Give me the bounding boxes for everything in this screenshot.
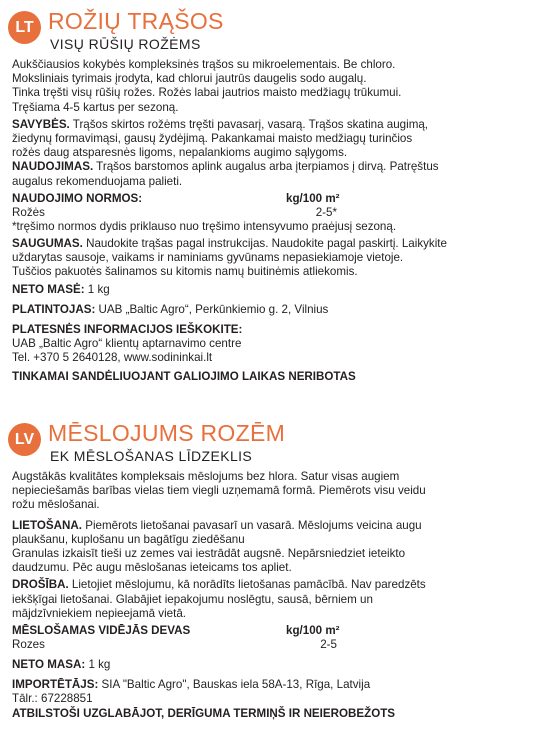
- lt-safety: [12, 237, 525, 280]
- lt-usage-text: augalus rekomenduojama palieti.: [12, 174, 183, 188]
- lt-intro: [12, 58, 525, 115]
- lv-norms-header: [12, 624, 525, 638]
- lt-norms: [12, 192, 525, 234]
- lv-intro-line: Augstākās kvalitātes kompleksais mēslojums bez hlora. Satur visas augiem: [12, 470, 400, 483]
- lv-net-mass-label: NETO MASA:: [12, 658, 86, 672]
- lt-safety-label: SAUGUMAS.: [12, 237, 83, 251]
- lt-info-text: UAB „Baltic Agro“ klientų aptarnavimo centre: [12, 337, 242, 351]
- lv-importer-value: SIA "Baltic Agro", Bauskas iela 58A-13, Rīga, Latvija: [98, 678, 371, 692]
- lt-header: [0, 6, 533, 58]
- lv-norms-row-label: Rozes: [12, 638, 45, 652]
- lv-importer: [12, 678, 525, 706]
- lt-info: [12, 323, 525, 366]
- lt-properties: [12, 118, 525, 161]
- lv-caution: [12, 578, 525, 621]
- lt-distributor-value: UAB „Baltic Agro“, Perkūnkiemio g. 2, Vilnius: [95, 302, 329, 316]
- lv-usage-text: plaukšanu, kuplošanu un bagātīgu ziedēšanu: [12, 532, 245, 546]
- lt-norms-header: [12, 192, 525, 206]
- lt-info-text: Tel. +370 5 2640128, www.sodininkai.lt: [12, 351, 213, 365]
- lt-distributor-label: PLATINTOJAS:: [12, 302, 96, 316]
- lt-usage-text: Trąšos barstomos aplink augalus arba įterpiamos į dirvą. Patręštus: [93, 160, 439, 174]
- lv-caution-text: Lietojiet mēslojumu, kā norādīts lietošanas pamācībā. Nav paredzēts: [68, 578, 426, 592]
- lt-net-mass-value: 1 kg: [84, 282, 110, 296]
- lv-caution-text: iekšķīgai lietošanai. Glabājiet iepakojumu noslēgtu, sausā, bērniem un: [12, 592, 373, 606]
- lv-body: [0, 470, 533, 721]
- lt-intro-line: Aukščiausios kokybės kompleksinės trąšos su mikroelementais. Be chloro.: [12, 58, 396, 71]
- lt-product-subtitle: VISŲ RŪŠIŲ ROŽĖMS: [50, 36, 201, 52]
- lv-intro-line: rožu mēslošanai.: [12, 498, 100, 512]
- lt-norms-unit: kg/100 m²: [286, 191, 340, 205]
- lt-safety-text: Tuščios pakuotės šalinamos su kitomis namų buitinėmis atliekomis.: [12, 265, 358, 279]
- lt-properties-text: rožės daug atsparesnės ligoms, nepalankioms augimo sąlygoms.: [12, 146, 348, 160]
- lv-usage-label: LIETOŠANA.: [12, 518, 82, 532]
- lt-intro-line: Tinka tręšti visų rūšių rožes. Rožės labai jautrios maisto medžiagų trūkumui.: [12, 86, 402, 100]
- lv-intro: [12, 470, 525, 513]
- lt-storage-note: TINKAMAI SANDĖLIUOJANT GALIOJIMO LAIKAS NERIBOTAS: [12, 369, 356, 383]
- lv-norms-label: MĒSLOŠAMAS VIDĒJĀS DEVAS: [12, 624, 191, 638]
- lv-usage: [12, 519, 525, 576]
- lt-usage: [12, 160, 525, 188]
- lv-norms: [12, 624, 525, 652]
- lt-norms-row-label: Rožės: [12, 205, 45, 219]
- lv-storage-note: ATBILSTOŠI UZGLABĀJOT, DERĪGUMA TERMIŅŠ IR NEIEROBEŽOTS: [12, 706, 396, 720]
- lt-properties-text: žiedynų formavimąsi, gausų žydėjimą. Pakankamai maisto medžiagų turinčios: [12, 132, 413, 146]
- lv-caution-label: DROŠĪBA.: [12, 578, 69, 592]
- lv-usage-text: Piemērots lietošanai pavasarī un vasarā. Mēslojums veicina augu: [82, 518, 422, 532]
- lv-intro-line: nepieciešamās barības vielas tiem viegli uzņemamā formā. Piemērots visu veidu: [12, 484, 426, 498]
- lv-norms-row: [12, 638, 525, 652]
- lv-importer-label: IMPORTĒTĀJS:: [12, 678, 99, 692]
- lt-norms-row-value: 2-5*: [315, 205, 337, 219]
- lt-net-mass: [12, 283, 525, 297]
- lt-distributor: [12, 303, 525, 317]
- lt-usage-label: NAUDOJIMAS.: [12, 160, 94, 174]
- lt-net-mass-label: NETO MASĖ:: [12, 282, 85, 296]
- lv-product-title: MĒSLOJUMS ROZĒM: [48, 420, 286, 446]
- lv-norms-unit: kg/100 m²: [286, 624, 340, 638]
- lt-properties-label: SAVYBĖS.: [12, 117, 70, 131]
- lt-properties-text: Trąšos skirtos rožėms tręšti pavasarį, vasarą. Trąšos skatina augimą,: [69, 117, 429, 131]
- lt-body: [0, 58, 533, 384]
- lv-net-mass: [12, 658, 525, 672]
- lt-intro-line: Tręšiama 4-5 kartus per sezoną.: [12, 100, 179, 114]
- lv-net-mass-value: 1 kg: [85, 658, 111, 672]
- lt-intro-line: Moksliniais tyrimais įrodyta, kad chlorui jautrūs daugelis sodo augalų.: [12, 72, 367, 86]
- lt-info-label: PLATESNĖS INFORMACIJOS IEŠKOKITE:: [12, 323, 243, 337]
- lt-language-badge: LT: [8, 11, 41, 44]
- lv-phone: Tālr.: 67228851: [12, 692, 93, 706]
- lv-language-badge: LV: [8, 423, 41, 456]
- lv-norms-row-value: 2-5: [320, 638, 337, 652]
- lt-norms-row: [12, 206, 525, 220]
- lt-norms-note: *tręšimo normos dydis priklauso nuo tręšimo intensyvumo praėjusį sezoną.: [12, 219, 397, 233]
- lv-usage-text: daudzumu. Pēc augu mēslošanas ieteicams tos apliet.: [12, 561, 292, 575]
- lt-safety-text: Naudokite trąšas pagal instrukcijas. Naudokite pagal paskirtį. Laikykite: [82, 237, 447, 251]
- lv-caution-text: mājdzīvniekiem nepieejamā vietā.: [12, 606, 186, 620]
- lt-safety-text: uždarytas sausoje, vaikams ir naminiams gyvūnams nepasiekiamoje vietoje.: [12, 251, 404, 265]
- lv-product-subtitle: EK MĒSLOŠANAS LĪDZEKLIS: [50, 448, 253, 464]
- lt-product-title: ROŽIŲ TRĄŠOS: [48, 8, 224, 34]
- lv-header: [0, 418, 533, 470]
- lv-usage-text: Granulas izkaisīt tieši uz zemes vai iestrādāt augsnē. Nepārsniedziet ieteikto: [12, 547, 406, 561]
- lt-norms-label: NAUDOJIMO NORMOS:: [12, 191, 143, 205]
- lv-section: [0, 418, 533, 721]
- lt-section: [0, 6, 533, 384]
